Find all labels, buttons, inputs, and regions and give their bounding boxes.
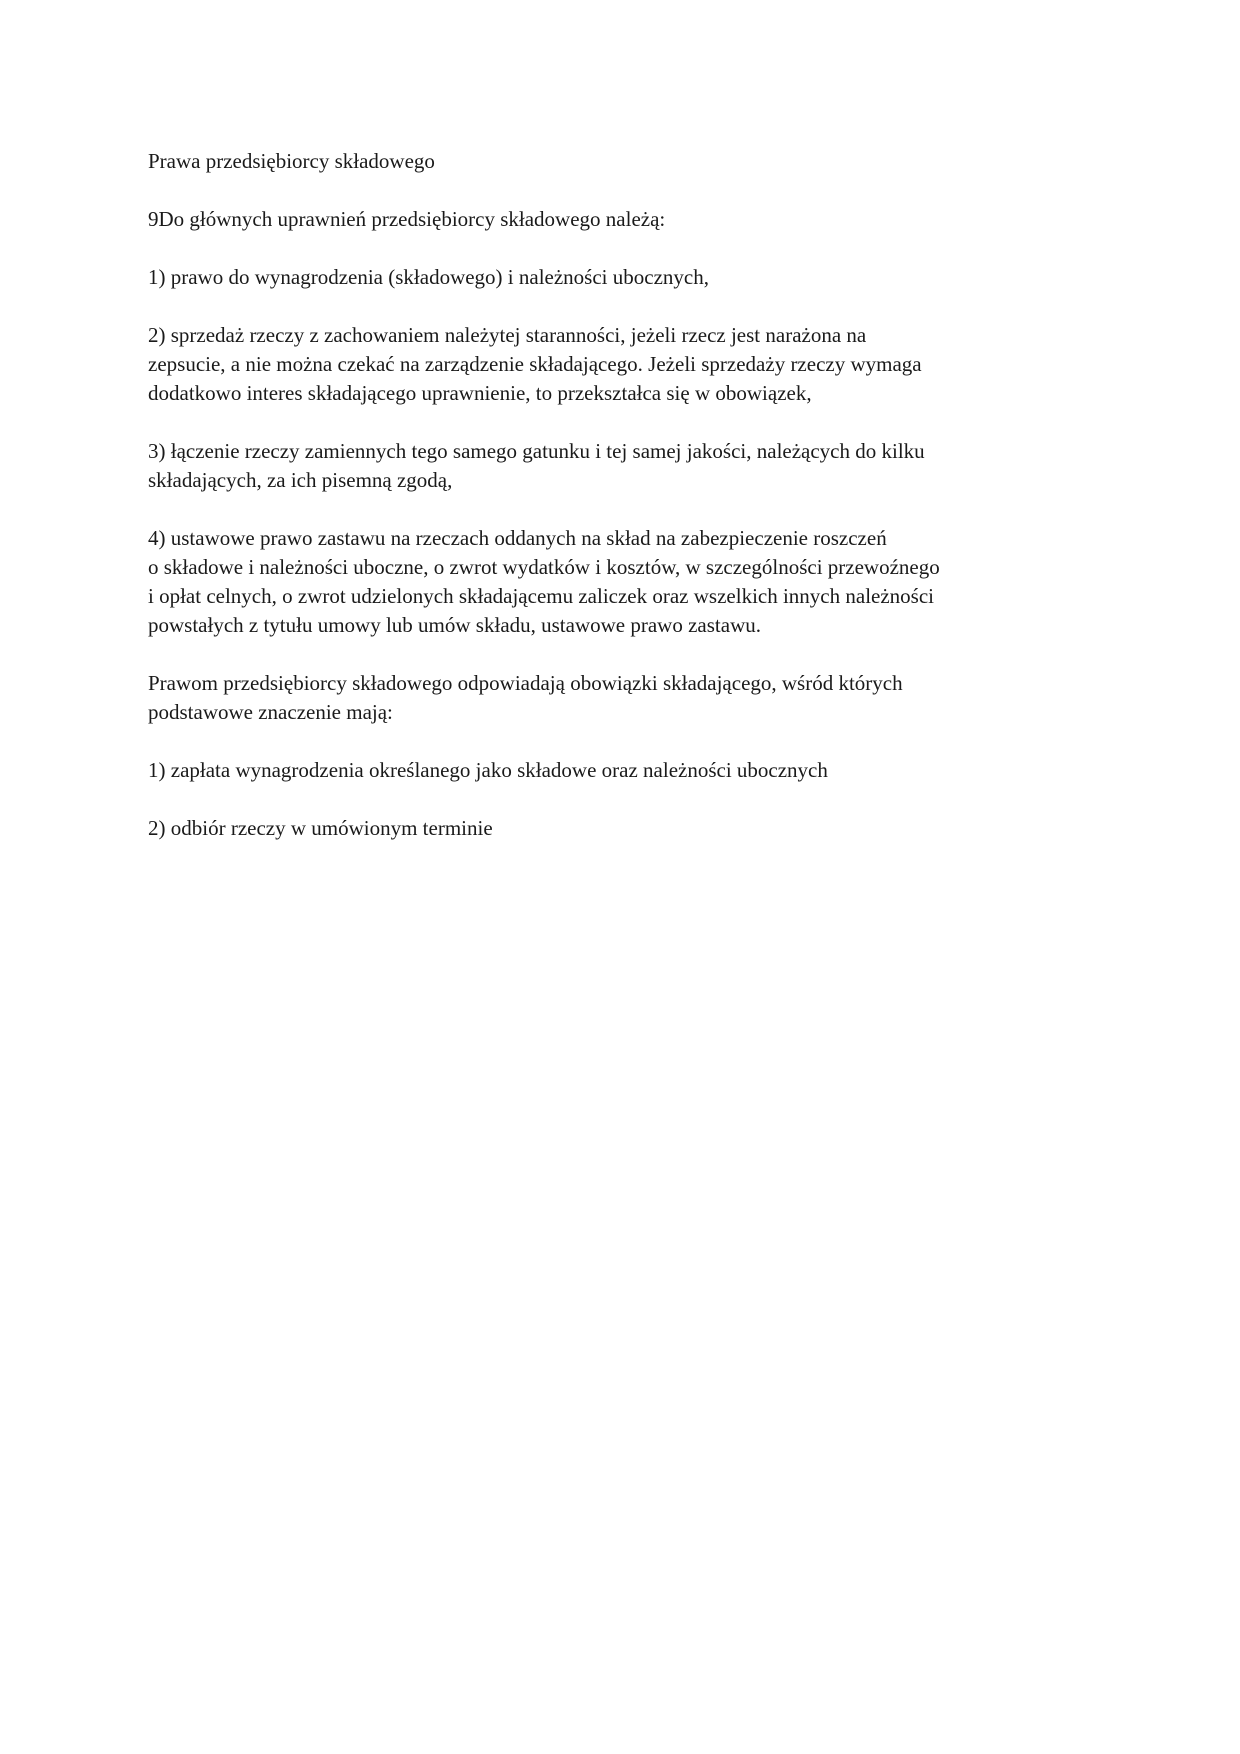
obligations-intro: Prawom przedsiębiorcy składowego odpowiadają obowiązki składającego, wśród których podstawowe znaczenie mają: [148, 671, 903, 724]
obligation-item-1: 1) zapłata wynagrodzenia określanego jako składowe oraz należności ubocznych [148, 758, 828, 782]
document-body [148, 147, 1098, 872]
right-item-1: 1) prawo do wynagrodzenia (składowego) i należności ubocznych, [148, 265, 709, 289]
right-item-4: 4) ustawowe prawo zastawu na rzeczach oddanych na skład na zabezpieczenie roszczeń o składowe i należności uboczne, o zwrot wydatków i kosztów, w szczególności przewoźnego i opłat celnych, o zwrot udzielonych składającemu zaliczek oraz wszelkich innych należności powstałych z tytułu umowy lub umów składu, ustawowe prawo zastawu. [148, 526, 940, 637]
obligation-item-2: 2) odbiór rzeczy w umówionym terminie [148, 816, 493, 840]
rights-intro: 9Do głównych uprawnień przedsiębiorcy składowego należą: [148, 207, 666, 231]
document-title: Prawa przedsiębiorcy składowego [148, 149, 435, 173]
right-item-3: 3) łączenie rzeczy zamiennych tego samego gatunku i tej samej jakości, należących do kilku składających, za ich pisemną zgodą, [148, 439, 925, 492]
right-item-2: 2) sprzedaż rzeczy z zachowaniem należytej staranności, jeżeli rzecz jest narażona na zepsucie, a nie można czekać na zarządzenie składającego. Jeżeli sprzedaży rzeczy wymaga dodatkowo interes składającego uprawnienie, to przekształca się w obowiązek, [148, 323, 922, 405]
